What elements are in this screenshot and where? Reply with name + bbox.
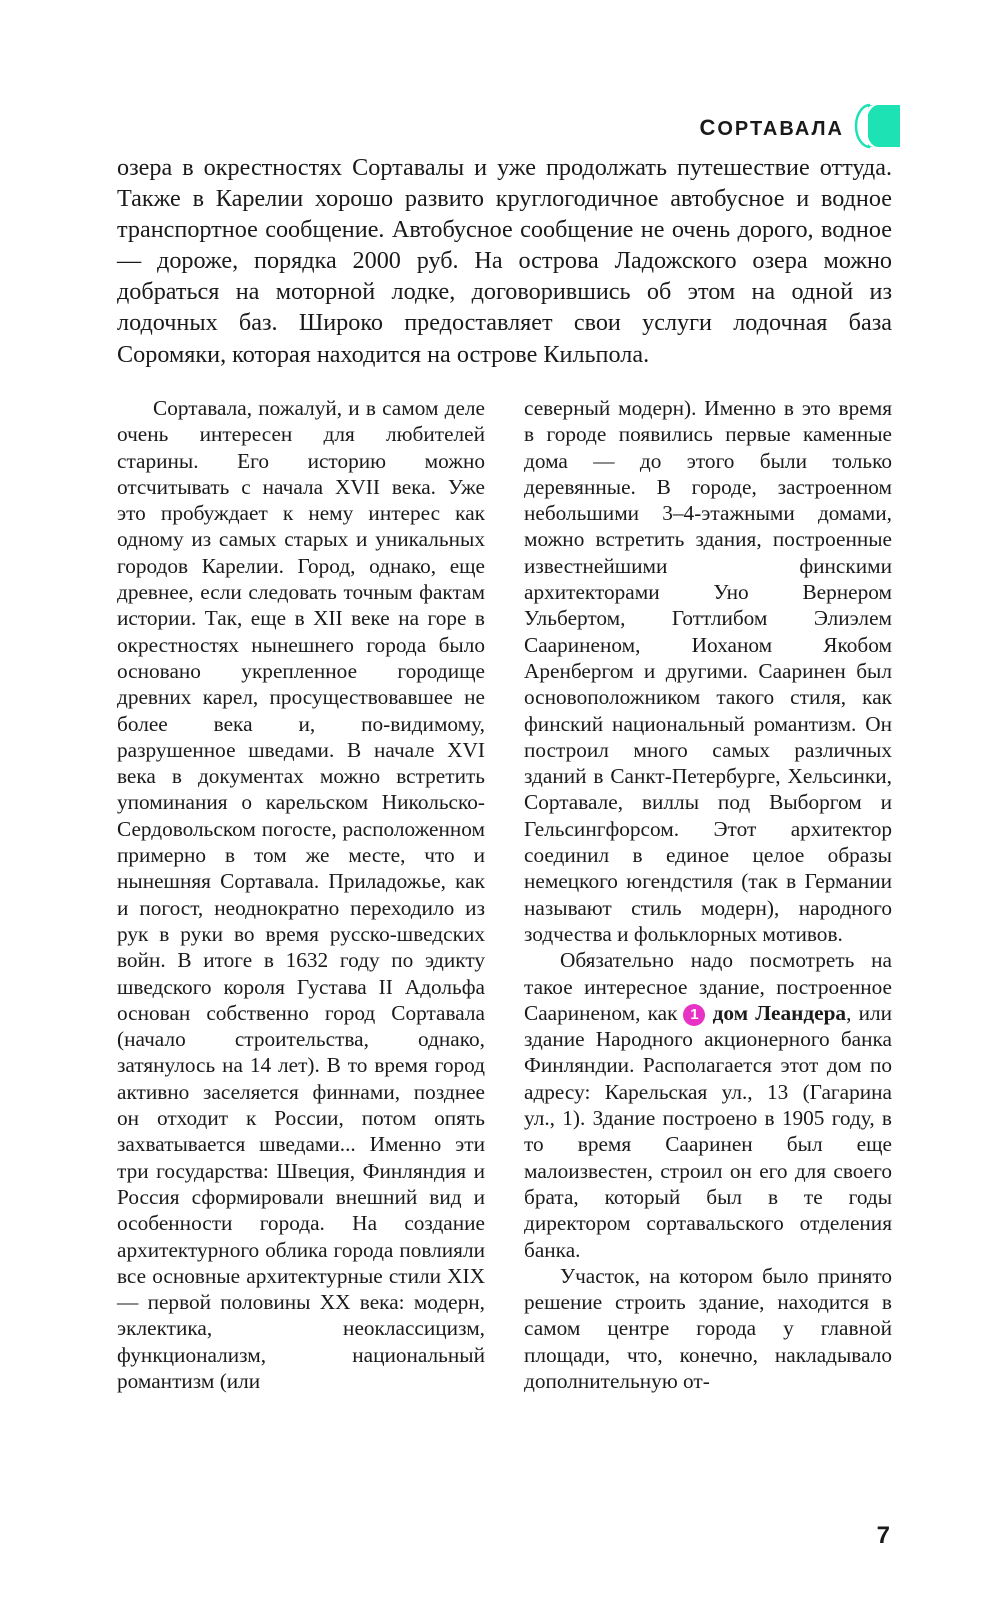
intro-paragraph: [117, 152, 892, 370]
page-number: 7: [876, 1522, 890, 1549]
section-tab-fill: [868, 105, 900, 147]
highlighted-place-name: дом Леандера: [712, 1000, 847, 1025]
right-column-paragraph-2: [524, 947, 892, 1263]
running-header-title-initial: С: [699, 115, 718, 140]
paragraph-2-end: , или здание Народного акционерного банка Финляндии. Располагается этот дом по адресу: Карельская ул., 13 (Гагарина ул., 1). Здание построено в 1905 году, в то время Сааринен был еще малоизвестен, строил он его для своего брата, который был в те годы директором сортавальского отделения банка.: [524, 1000, 892, 1262]
right-column-paragraph-3: Участок, на котором было принято решение строить здание, находится в самом центре города у главной площади, что, конечно, накладывало дополнительную от-: [524, 1263, 892, 1393]
right-column-paragraph-continued: северный модерн). Именно в это время в городе появились первые каменные дома — до этого были только деревянные. В городе, застроенном небольшими 3–4-этажными домами, можно встретить здания, построенные известнейшими финскими архитекторами Уно Вернером Ульбертом, Готтлибом Элиэлем Саариненом, Иоханом Якобом Аренбергом и другими. Сааринен был основоположником такого стиля, как финский национальный романтизм. Он построил много самых различных зданий в Санкт-Петербурге, Хельсинки, Сортавале, виллы под Выборгом и Гельсингфорсом. Этот архитектор соединил в единое целое образы немецкого югендстиля (так в Германии называют стиль модерн), народного зодчества и фольклорных мотивов.: [524, 396, 892, 946]
paragraph-2-start: Обязательно надо посмотреть на такое интересное здание, построенное Саариненом, как: [524, 948, 892, 1025]
right-column: [524, 395, 892, 1394]
intro-text: озера в окрестностях Сортавалы и уже продолжать путешествие оттуда. Также в Карелии хорошо развито круглогодичное автобусное и водное транспортное сообщение. Автобусное сообщение не очень дорого, водное — дороже, порядка 2000 руб. На острова Ладожского озера можно добраться на моторной лодке, договорившись об этом на одной из лодочных баз. Широко предоставляет свои услуги лодочная база Соромяки, которая находится на острове Кильпола.: [117, 154, 892, 368]
left-column-paragraph-1: Сортавала, пожалуй, и в самом деле очень интересен для любителей старины. Его историю можно отсчитывать с начала XVII века. Уже это пробуждает к нему интерес как одному из самых старых и уникальных городов Карелии. Город, однако, еще древнее, если следовать точным фактам истории. Так, еще в XII веке на горе в окрестностях нынешнего города было основано укрепленное городище древних карел, просуществовавшее не более века и, по-видимому, разрушенное шведами. В начале XVI века в документах можно встретить упоминания о карельском Никольско-Сердовольском погосте, расположенном примерно в том же месте, что и нынешняя Сортавала. Приладожье, как и погост, неоднократно переходило из рук в руки во время русско-шведских войн. В итоге в 1632 году по эдикту шведского короля Густава II Адольфа основан собственно город Сортавала (начало строительства, однако, затянулось на 14 лет). В то время город активно заселяется финнами, позднее он отходит к России, потом опять захватывается шведами... Именно эти три государства: Швеция, Финляндия и Россия сформировали внешний вид и особенности города. На создание архитектурного облика города повлияли все основные архитектурные стили XIX — первой половины XX века: модерн, эклектика, неоклассицизм, функционализм, национальный романтизм (или: [117, 396, 485, 1393]
running-header-title-rest: ОРТАВАЛА: [717, 118, 844, 140]
map-marker-1: 1: [683, 1004, 705, 1026]
left-column: [117, 395, 485, 1394]
running-header-title: [699, 115, 844, 141]
running-header: [699, 103, 900, 149]
section-tab-icon: [854, 103, 900, 149]
